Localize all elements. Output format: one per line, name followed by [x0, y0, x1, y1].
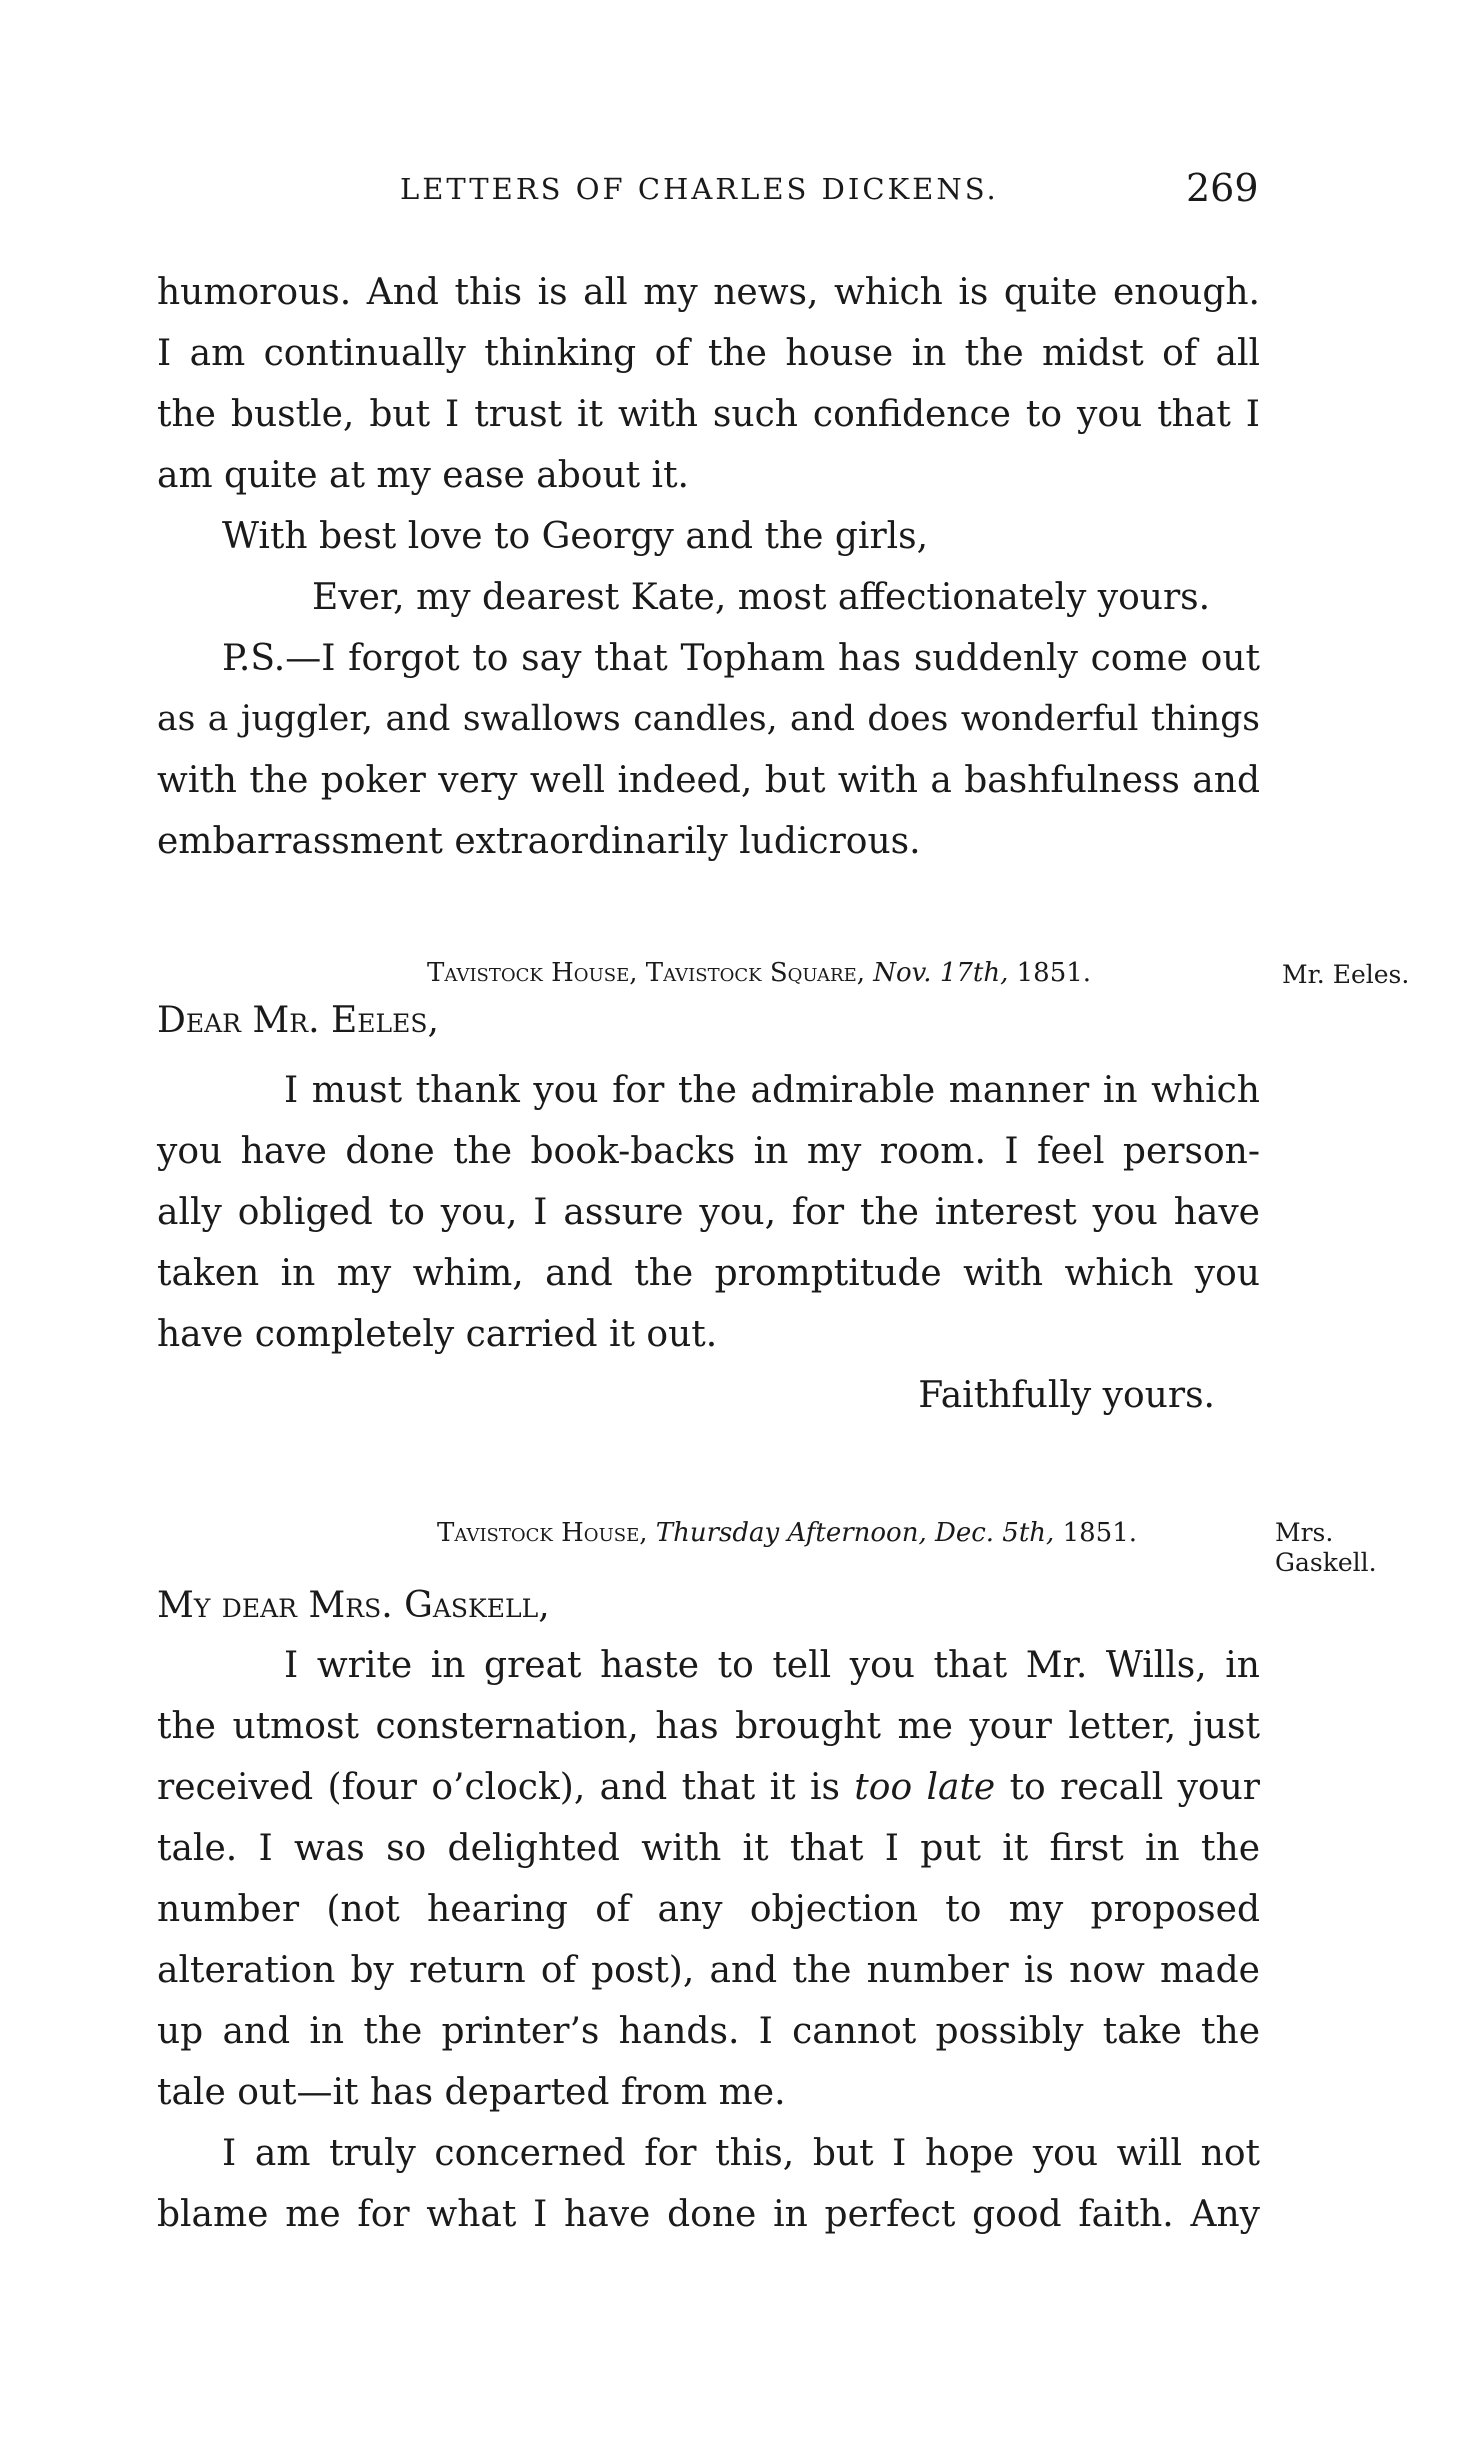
signoff: Ever, my dearest Kate, most affectionately yours.: [312, 577, 1211, 618]
running-header: LETTERS OF CHARLES DICKENS.: [400, 172, 999, 206]
body-line: [157, 1757, 1260, 1818]
dateline-year: 1851.: [1062, 1518, 1137, 1548]
body-line: ally obliged to you, I assure you, for the interest you have: [157, 1192, 1260, 1233]
emphasis-text: too late: [854, 1767, 996, 1808]
line-text: to recall your: [995, 1767, 1260, 1808]
body-line: alteration by return of post), and the number is now made: [157, 1950, 1260, 1991]
letter-1: [157, 262, 1260, 872]
body-line: tale out—it has departed from me.: [157, 2072, 786, 2113]
postscript-line: as a juggler, and swallows candles, and does wonderful things: [157, 699, 1260, 739]
body-line: you have done the book-backs in my room. I feel person-: [157, 1131, 1260, 1172]
letter-2: [157, 1060, 1260, 1426]
postscript-line: P.S.—I forgot to say that Topham has suddenly come out: [222, 638, 1260, 679]
page-number: 269: [1186, 166, 1259, 210]
postscript-line: embarrassment extraordinarily ludicrous.: [157, 821, 921, 862]
body-line: number (not hearing of any objection to my proposed: [157, 1889, 1260, 1930]
letter-3: [157, 1635, 1260, 2245]
signoff: Faithfully yours.: [918, 1375, 1215, 1416]
margin-note-recipient: [1275, 1518, 1377, 1578]
body-line: I am continually thinking of the house in the midst of all: [157, 333, 1260, 374]
salutation: My dear Mrs. Gaskell,: [157, 1585, 550, 1626]
body-line: am quite at my ease about it.: [157, 455, 689, 496]
line-text: received (four o’clock), and that it is: [157, 1767, 855, 1808]
dateline-year: 1851.: [1016, 958, 1092, 988]
body-line: I must thank you for the admirable manner in which: [284, 1070, 1260, 1111]
body-line: I write in great haste to tell you that Mr. Wills, in: [284, 1645, 1260, 1686]
postscript-line: with the poker very well indeed, but with a bashfulness and: [157, 760, 1260, 801]
body-line: blame me for what I have done in perfect good faith. Any: [157, 2194, 1260, 2235]
body-line: the bustle, but I trust it with such confidence to you that I: [157, 394, 1260, 435]
dateline: [427, 958, 1091, 988]
body-line: I am truly concerned for this, but I hope you will not: [222, 2133, 1260, 2174]
margin-note-line: Mrs.: [1275, 1518, 1334, 1547]
dateline-place: Tavistock House, Tavistock Square,: [427, 958, 866, 988]
body-line: have completely carried it out.: [157, 1314, 718, 1355]
body-line: tale. I was so delighted with it that I put it first in the: [157, 1828, 1260, 1869]
closing-line: With best love to Georgy and the girls,: [222, 516, 929, 557]
body-line: the utmost consternation, has brought me your letter, just: [157, 1706, 1260, 1747]
dateline: [437, 1518, 1137, 1548]
dateline-date: Thursday Afternoon, Dec. 5th,: [655, 1518, 1055, 1548]
margin-note-line: Gaskell.: [1275, 1548, 1377, 1577]
body-line: up and in the printer’s hands. I cannot possibly take the: [157, 2011, 1260, 2052]
margin-note-recipient: Mr. Eeles.: [1282, 960, 1410, 989]
dateline-place: Tavistock House,: [437, 1518, 648, 1548]
salutation: Dear Mr. Eeles,: [157, 1000, 439, 1041]
body-line: taken in my whim, and the promptitude with which you: [157, 1253, 1260, 1294]
body-line: humorous. And this is all my news, which is quite enough.: [157, 272, 1260, 313]
dateline-date: Nov. 17th,: [873, 958, 1009, 988]
